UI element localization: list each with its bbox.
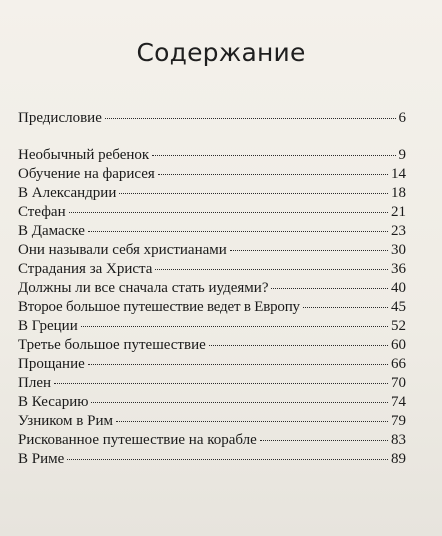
toc-entry-page: 60 [391,337,406,353]
toc-entry-page: 9 [398,147,406,163]
toc-entry [18,280,406,300]
dot-leader [67,459,388,460]
dot-leader [88,364,388,365]
dot-leader [155,269,388,270]
dot-leader [88,231,388,232]
toc-entry-title: В Александрии [18,185,117,201]
toc-entry [18,432,406,452]
toc-entry-page: 52 [391,318,406,334]
toc-entry [18,185,406,205]
dot-leader [209,345,388,346]
toc-entry-title: Второе большое путешествие ведет в Европу [18,299,300,315]
toc-entry [18,299,406,319]
toc-entry-title: Стефан [18,204,66,220]
toc-entry-page: 40 [391,280,406,296]
toc-entry-page: 23 [391,223,406,239]
toc-entry-title: Узником в Рим [18,413,113,429]
dot-leader [260,440,388,441]
dot-leader [158,174,388,175]
toc-entry [18,204,406,224]
dot-leader [230,250,388,251]
toc-entry [18,110,406,130]
dot-leader [119,193,388,194]
toc-entry-page: 14 [391,166,406,182]
toc-entry-title: В Греции [18,318,78,334]
toc-entry [18,413,406,433]
toc-entry [18,223,406,243]
toc-entry-page: 83 [391,432,406,448]
toc-entry-title: Предисловие [18,110,102,126]
toc-entry-page: 66 [391,356,406,372]
toc-entry-title: Страдания за Христа [18,261,153,277]
dot-leader [69,212,388,213]
toc-entry-page: 70 [391,375,406,391]
toc-entry-page: 36 [391,261,406,277]
toc-entry-title: В Кесарию [18,394,89,410]
toc-entry [18,242,406,262]
toc-entry-page: 21 [391,204,406,220]
toc-entry [18,261,406,281]
dot-leader [91,402,388,403]
dot-leader [81,326,388,327]
toc-entry-title: Они называли себя христианами [18,242,227,258]
toc-entry [18,318,406,338]
toc-entry [18,451,406,471]
dot-leader [271,288,388,289]
toc-entry-page: 79 [391,413,406,429]
toc-entry-title: Необычный ребенок [18,147,150,163]
toc-entry-page: 45 [391,299,406,315]
toc-entry-title: Должны ли все сначала стать иудеями? [18,280,269,296]
page-title: Содержание [136,38,306,67]
toc-entry-page: 6 [398,110,406,126]
toc-entry-page: 89 [391,451,406,467]
toc-entry-title: Обучение на фарисея [18,166,155,182]
toc-entry [18,375,406,395]
toc-entry [18,394,406,414]
toc-entry [18,166,406,186]
toc-entry-title: Третье большое путешествие [18,337,206,353]
dot-leader [116,421,388,422]
toc-entry-title: В Риме [18,451,65,467]
dot-leader [303,307,388,308]
dot-leader [54,383,388,384]
toc-entry [18,337,406,357]
toc-entry-title: Плен [18,375,52,391]
toc-entry [18,147,406,167]
toc-entry-title: Рискованное путешествие на корабле [18,432,257,448]
toc-entry-page: 30 [391,242,406,258]
dot-leader [152,155,395,156]
dot-leader [105,118,396,119]
toc-entry [18,356,406,376]
toc-entry-page: 18 [391,185,406,201]
toc-entry-title: В Дамаске [18,223,85,239]
toc-entry-title: Прощание [18,356,85,372]
toc-entry-page: 74 [391,394,406,410]
